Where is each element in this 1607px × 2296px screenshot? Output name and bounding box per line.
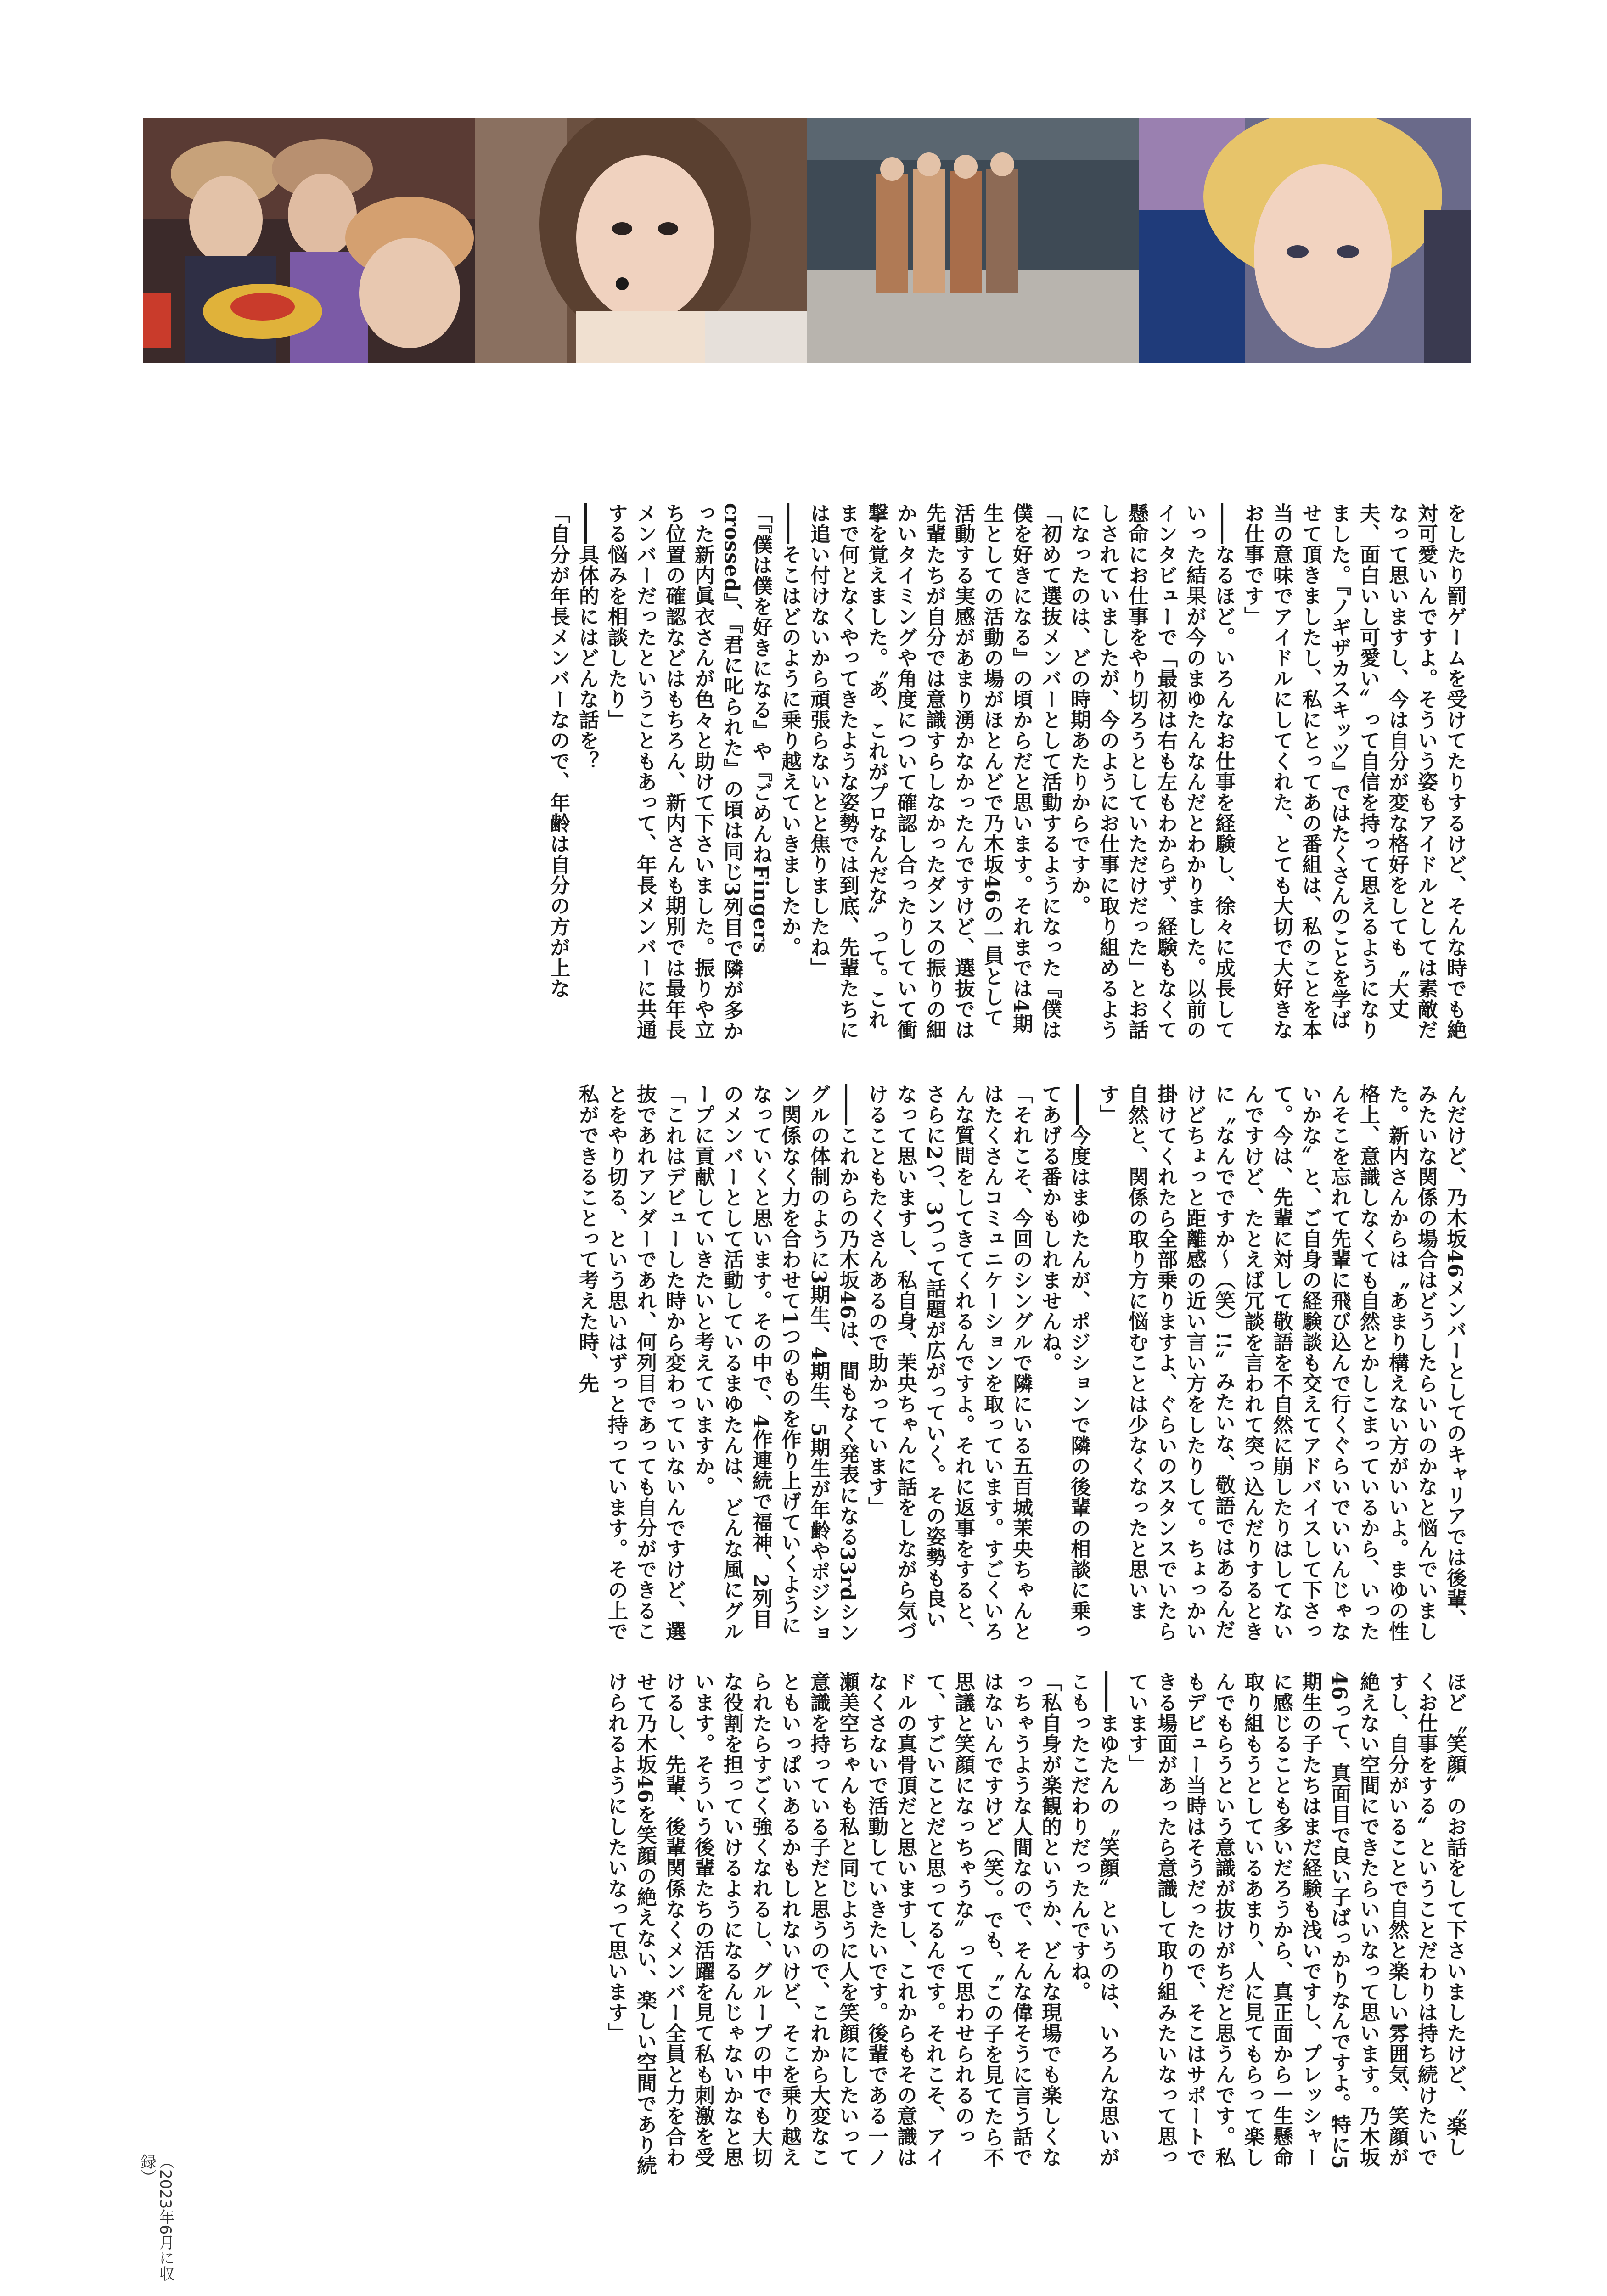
- article-text-block-1: [147, 503, 1469, 1045]
- article-text-block-3: [147, 1671, 1469, 2177]
- photo-close-up-selfie-image: [475, 118, 807, 363]
- photo-four-members-image: [807, 118, 1139, 363]
- text-band-1: [147, 503, 1469, 1045]
- photo-close-up-selfie: [475, 118, 807, 363]
- text-band-2: [147, 1084, 1469, 1649]
- question: ――具体的にはどんな話を？: [575, 503, 599, 771]
- question: ――なるほど。いろんなお仕事を経験し、徐々に成長していった結果が今のまゆたんなんだとわかりました。以前のインタビューで「最初は右も左もわからず、経験もなくて懸命にお仕事をやり切ろうとしていただけだった」とお話しされていましたが、今のようにお仕事に取り組めるようになったのは、どの時期あたりからですか。: [1067, 503, 1235, 1040]
- photo-four-members: [807, 118, 1139, 363]
- paragraph: ほど〝笑顔〟のお話をして下さいましたけど、〝楽しくお仕事をする〟ということだわりは持ち続けたいですし、自分がいることで自然と楽しい雰囲気、笑顔が絶えない空間にできたらいいなって思います。乃木坂46って、真面目で良い子ばっかりなんですよ。特に5期生の子たちはまだ経験も浅いですし、プレッシャーに感じることも多いだろうから、真正面から一生懸命取り組もうとしているあまり、人に見てもらって楽しんでもらうという意識が抜けがちだと思うんです。私もデビュー当時はそうだったので、そこはサポートできる場面があったら意識して取り組みたいなって思っています」: [1125, 1671, 1467, 2170]
- question: ――これからの乃木坂46は、間もなく発表になる33rdシングルの体制のように3期生、4期生、5期生が年齢やポジション関係なく力を合わせて1つのものを作り上げていくようになっていくと思います。その中で、4作連続で福神、2列目のメンバーとして活動しているまゆたんは、どんな風にグループに貢献していきたいと考えていますか。: [691, 1084, 859, 1644]
- photo-blonde-selfie-image: [1139, 118, 1471, 363]
- paragraph: 「それこそ、今回のシングルで隣にいる五百城茉央ちゃんとはたくさんコミュニケーションを取っています。すごくいろんな質問をしてきてくれるんですよ。それに返事をすると、さらに2つ、3つって話題が広がっていく。その姿勢も良いなって思いますし、私自身、茉央ちゃんに話をしながら気づけることもたくさんあるので助かっています」: [865, 1084, 1033, 1642]
- photo-strip: [143, 118, 1471, 363]
- paragraph: をしたり罰ゲームを受けてたりするけど、そんな時でも絶対可愛いんですよ。そういう姿もアイドルとしては素敵だなって思いますし、今は自分が変な格好をしても〝大丈夫、面白いし可愛い〟って自信を持って思えるようになりました。『ノギザカスキッツ』ではたくさんのことを学ばせて頂きましたし、私にとってあの番組は、私のことを本当の意味でアイドルにしてくれた、とても大切で大好きなお仕事です」: [1241, 503, 1467, 1040]
- recording-credit: （2023年6月に収録）: [138, 2154, 174, 2282]
- text-band-3: [147, 1671, 1469, 2177]
- photo-group-selfie-image: [143, 118, 475, 363]
- question: ――今度はまゆたんが、ポジションで隣の後輩の相談に乗ってあげる番かもしれませんね。: [1038, 1084, 1090, 1642]
- paragraph: 「私自身が楽観的というか、どんな現場でも楽しくなっちゃうような人間なので、そんな偉そうに言う話ではないんですけど（笑）。でも、〝この子を見てたら不思議と笑顔になっちゃうな〟って思わせられるのって、すごいことだと思ってるんです。それこそ、アイドルの真骨頂だと思いますし、これからもその意識はなくさないで活動していきたいです。後輩である一ノ瀬美空ちゃんも私と同じように人を笑顔にしたいって意識を持っている子だと思うので、これから大変なこともいっぱいあるかもしれないけど、そこを乗り越えられたらすごく強くなれるし、グループの中でも大切な役割を担っていけるようになるんじゃないかなと思います。そういう後輩たちの活躍を見て私も刺激を受けるし、先輩、後輩関係なくメンバー全員と力を合わせて乃木坂46を笑顔の絶えない、楽しい空間であり続けられるようにしたいなって思います」: [604, 1671, 1062, 2176]
- photo-group-selfie: [143, 118, 475, 363]
- question: ――まゆたんの〝笑顔〟というのは、いろんな思いがこもったこだわりだったんですね。: [1067, 1671, 1119, 2167]
- paragraph: 「初めて選抜メンバーとして活動するようになった『僕は僕を好きになる』の頃からだと思います。それまでは4期生としての活動の場がほとんどで乃木坂46の一員として活動する実感があまり湧かなかったんですけど、選抜では先輩たちが自分では意識すらしなかったダンスの振りの細かいタイミングや角度について確認し合ったりしていて衝撃を覚えました。〝あ、これがプロなんだな〟って。これまで何となくやってきたような姿勢では到底、先輩たちには追い付けないから頑張らないとと焦りましたね」: [807, 503, 1062, 1040]
- paragraph: んだけど、乃木坂46メンバーとしてのキャリアでは後輩、みたいな関係の場合はどうしたらいいのかなと悩んでいました。新内さんからは〝あまり構えない方がいいよ。まゆの性格上、意識しなくても自然とかしこまっているから、いったんそこを忘れて先輩に飛び込んで行くぐらいでいいんじゃないかな〟と、ご自身の経験談も交えてアドバイスして下さって。今は、先輩に対して敬語を不自然に崩したりはしてないんですけど、たとえば冗談を言われて突っ込んだりするときに〝なんでですか～（笑）!!〟みたいな、敬語ではあるんだけどちょっと距離感の近い言い方をしたりして。ちょっかい掛けてくれたら全部乗りますよ、ぐらいのスタンスでいたら自然と、関係の取り方に悩むことは少なくなったと思います」: [1096, 1084, 1467, 1642]
- question: ――そこはどのように乗り越えていきましたか。: [778, 503, 801, 957]
- paragraph: 「これはデビューした時から変わっていないんですけど、選抜であれアンダーであれ、何列目であっても自分ができることをやり切る、という思いはずっと持っています。その上で私ができることって考えた時、先: [575, 1084, 686, 1642]
- photo-blonde-selfie: [1139, 118, 1471, 363]
- paragraph: 「自分が年長メンバーなので、年齢は自分の方が上な: [546, 503, 570, 999]
- paragraph: 「『僕は僕を好きになる』や『ごめんねFingers crossed』、『君に叱られた』の頃は同じ3列目で隣が多かった新内眞衣さんが色々と助けて下さいました。振りや立ち位置の確認などはもちろん、新内さんも期別では最年長メンバーだったということもあって、年長メンバーに共通する悩みを相談したり」: [604, 503, 772, 1041]
- article-text-block-2: [147, 1084, 1469, 1649]
